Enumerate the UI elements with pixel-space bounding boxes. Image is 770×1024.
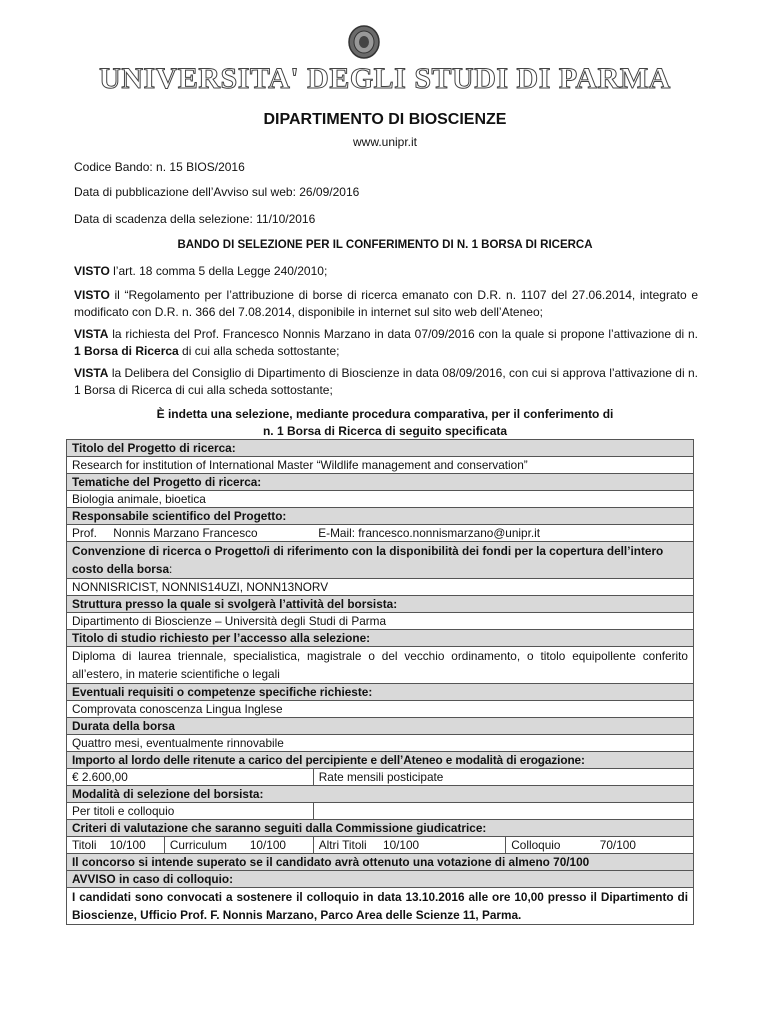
criteri-header: Criteri di valutazione che saranno seguiti dalla Commissione giudicatrice: bbox=[67, 820, 694, 837]
university-seal-icon bbox=[347, 24, 381, 60]
titolo-studio-header: Titolo di studio richiesto per l’accesso alla selezione: bbox=[67, 630, 694, 647]
data-pubblicazione: Data di pubblicazione dell’Avviso sul web: 26/09/2016 bbox=[74, 185, 360, 199]
department-title: DIPARTIMENTO DI BIOSCIENZE bbox=[263, 111, 507, 128]
responsabile-header: Responsabile scientifico del Progetto: bbox=[67, 508, 694, 525]
struttura-value: Dipartimento di Bioscienze – Università degli Studi di Parma bbox=[67, 613, 694, 630]
bando-title: BANDO DI SELEZIONE PER IL CONFERIMENTO DI N. 1 BORSA DI RICERCA bbox=[177, 239, 593, 251]
tematiche-value: Biologia animale, bioetica bbox=[67, 491, 694, 508]
data-scadenza: Data di scadenza della selezione: 11/10/2016 bbox=[74, 212, 316, 226]
convenzione-header: Convenzione di ricerca o Progetto/i di riferimento con la disponibilità dei fondi per la copertura dell’intero costo della borsa: bbox=[67, 542, 694, 579]
titolo-progetto-value: Research for institution of International Master “Wildlife management and conservation” bbox=[67, 457, 694, 474]
website: www.unipr.it bbox=[352, 135, 418, 149]
criterio-altri-titoli: Altri Titoli 10/100 bbox=[313, 837, 506, 854]
paragraph-vista-delibera: VISTA la Delibera del Consiglio di Dipartimento di Bioscienze in data 08/09/2016, con cui si approva l’attivazione di n. 1 Borsa di Ricerca di cui alla scheda sottostante; bbox=[74, 366, 698, 397]
requisiti-header: Eventuali requisiti o competenze specifiche richieste: bbox=[67, 684, 694, 701]
criterio-curriculum: Curriculum 10/100 bbox=[164, 837, 313, 854]
paragraph-vista-richiesta: VISTA la richiesta del Prof. Francesco Nonnis Marzano in data 07/09/2016 con la quale si propone l’attivazione di n. 1 Borsa di Ricerca di cui alla scheda sottostante; bbox=[74, 327, 698, 358]
convenzione-value: NONNISRICIST, NONNIS14UZI, NONN13NORV bbox=[67, 579, 694, 596]
titolo-studio-value: Diploma di laurea triennale, specialistica, magistrale o del vecchio ordinamento, o titolo equipollente conferito all’estero, in materie scientifiche o legali bbox=[67, 647, 694, 684]
importo-value: € 2.600,00 bbox=[67, 769, 314, 786]
paragraph-visto-regolamento: VISTO il “Regolamento per l’attribuzione di borse di ricerca emanato con D.R. n. 1107 del 27.06.2014, integrato e modificato con D.R. n. 366 del 7.08.2014, disponibile in internet sul sito web dell’Ateneo; bbox=[74, 288, 698, 319]
durata-header: Durata della borsa bbox=[67, 718, 694, 735]
responsabile-email: E-Mail: francesco.nonnismarzano@unipr.it bbox=[313, 525, 693, 542]
codice-bando: Codice Bando: n. 15 BIOS/2016 bbox=[74, 160, 245, 174]
durata-value: Quattro mesi, eventualmente rinnovabile bbox=[67, 735, 694, 752]
modalita-selezione-empty bbox=[313, 803, 693, 820]
avviso-header: AVVISO in caso di colloquio: bbox=[67, 871, 694, 888]
responsabile-name: Prof. Nonnis Marzano Francesco bbox=[67, 525, 314, 542]
superato-header: Il concorso si intende superato se il candidato avrà ottenuto una votazione di almeno 70/100 bbox=[67, 854, 694, 871]
indetta-heading: È indetta una selezione, mediante procedura comparativa, per il conferimento di n. 1 Borsa di Ricerca di seguito specificata bbox=[156, 407, 614, 438]
university-name: UNIVERSITA' DEGLI STUDI DI PARMA bbox=[99, 62, 671, 95]
titolo-progetto-header: Titolo del Progetto di ricerca: bbox=[67, 440, 694, 457]
borsa-details-table bbox=[66, 439, 694, 925]
avviso-value: I candidati sono convocati a sostenere il colloquio in data 13.10.2016 alle ore 10,00 presso il Dipartimento di Bioscienze, Ufficio Prof. F. Nonnis Marzano, Parco Area delle Scienze 11, Parma. bbox=[67, 888, 694, 925]
modalita-selezione-value: Per titoli e colloquio bbox=[67, 803, 314, 820]
requisiti-value: Comprovata conoscenza Lingua Inglese bbox=[67, 701, 694, 718]
importo-header: Importo al lordo delle ritenute a carico del percipiente e dell’Ateneo e modalità di erogazione: bbox=[67, 752, 694, 769]
criterio-colloquio: Colloquio 70/100 bbox=[506, 837, 694, 854]
modalita-selezione-header: Modalità di selezione del borsista: bbox=[67, 786, 694, 803]
paragraph-visto-legge: VISTO l’art. 18 comma 5 della Legge 240/2010; bbox=[74, 264, 328, 278]
struttura-header: Struttura presso la quale si svolgerà l’attività del borsista: bbox=[67, 596, 694, 613]
tematiche-header: Tematiche del Progetto di ricerca: bbox=[67, 474, 694, 491]
importo-modalita: Rate mensili posticipate bbox=[313, 769, 693, 786]
criterio-titoli: Titoli 10/100 bbox=[67, 837, 165, 854]
